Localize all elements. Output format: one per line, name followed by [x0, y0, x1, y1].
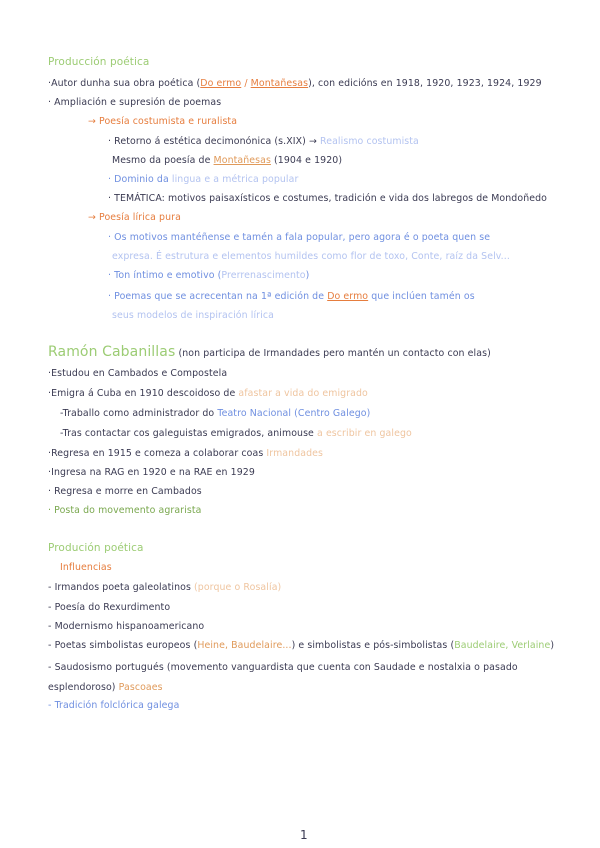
text-fragment: afastar a vida do emigrado [238, 388, 368, 399]
bio-line [48, 388, 368, 400]
text-fragment: Teatro Nacional (Centro Galego) [217, 408, 371, 419]
section-title-poetic-production-2: Produción poética [48, 542, 144, 554]
text-fragment: motivos paisaxísticos e costumes, tradición e vida dos labregos de Mondoñedo [168, 193, 547, 204]
bullet-line-continued: seus modelos de inspiración lírica [112, 310, 274, 321]
text-fragment: Pascoaes [118, 682, 163, 693]
text-fragment: -Traballo como administrador do [60, 408, 218, 419]
text-fragment: -Tras contactar cos galeguistas emigrados, animouse [60, 428, 318, 439]
text-fragment: / [241, 78, 251, 89]
text-fragment: ), con edicións en 1918, 1920, 1923, 1924, 1929 [308, 78, 542, 89]
subheading-influences: Influencias [60, 562, 112, 573]
influence-item-continued [48, 682, 163, 694]
text-fragment: ) [550, 640, 555, 651]
author-name: Ramón Cabanillas [48, 344, 176, 360]
text-fragment: ·Emigra á [48, 388, 97, 399]
bio-line [60, 408, 370, 420]
text-fragment: (porque o Rosalía) [194, 582, 282, 593]
text-fragment: descoidoso de [163, 388, 239, 399]
text-fragment: Irmandades [266, 448, 323, 459]
text-fragment: - Irmandos poeta galeolatinos [48, 582, 195, 593]
page-number: 1 [300, 828, 308, 842]
book-title-do-ermo: Do ermo [200, 78, 242, 89]
text-fragment: esplendoroso) [48, 682, 119, 693]
section-title-poetic-production: Producción poética [48, 56, 150, 68]
text-fragment: ·Regresa en 1915 e comeza a colaborar coas [48, 448, 267, 459]
text-fragment: · Ton íntimo e emotivo ( [108, 270, 222, 281]
text-fragment: lingua e a métrica popular [171, 174, 299, 185]
bullet-line [108, 270, 309, 282]
paragraph-line [48, 78, 542, 90]
bullet-line [108, 193, 547, 205]
text-fragment: Heine, Baudelaire... [197, 640, 292, 651]
text-fragment: ) e simbolistas e pós-simbolistas ( [291, 640, 455, 651]
text-fragment: · Retorno á estética decimonónica (s.XIX) → [108, 136, 321, 147]
text-fragment: (1904 e 1920) [270, 155, 343, 166]
bullet-line [112, 155, 342, 167]
influence-item: - Saudosismo portugués (movemento vanguardista que cuenta con Saudade e nostalxia o pasado [48, 662, 518, 673]
influence-item: - Poesía do Rexurdimento [48, 602, 171, 613]
text-fragment: a escribir en galego [317, 428, 412, 439]
text-fragment: Cuba en 1910 [96, 388, 164, 399]
bullet-line-continued: expresa. É estrutura e elementos humildes como flor de toxo, Conte, raíz da Selv... [112, 251, 510, 262]
text-fragment: · TEMÁTICA: [108, 193, 169, 204]
text-fragment: Baudelaire, Verlaine [454, 640, 551, 651]
text-fragment: · Dominio da [108, 174, 172, 185]
subheading-lirica-pura: → Poesía lírica pura [88, 212, 181, 223]
bio-line [48, 448, 323, 460]
bio-line: ·Ingresa na RAG en 1920 e na RAE en 1929 [48, 467, 255, 478]
influence-item: - Tradición folclórica galega [48, 700, 180, 711]
bullet-line: · Os motivos mantéñense e tamén a fala popular, pero agora é o poeta quen se [108, 232, 491, 243]
bullet-line [108, 291, 475, 303]
author-heading-line [48, 344, 491, 360]
text-fragment: que inclúen tamén os [368, 291, 475, 302]
bullet-line [108, 174, 298, 186]
text-fragment: Mesmo da poesía de [112, 155, 214, 166]
influence-item: - Modernismo hispanoamericano [48, 621, 205, 632]
subheading-costumista: → Poesía costumista e ruralista [88, 116, 238, 127]
text-fragment: - Poetas simbolistas europeos ( [48, 640, 198, 651]
author-note: (non participa de Irmandades pero mantén un contacto con elas) [175, 348, 491, 359]
text-fragment: · Poemas que se acrecentan na 1ª edición de [108, 291, 328, 302]
bullet-line [108, 136, 419, 148]
book-title-montanesas: Montañesas [213, 155, 271, 166]
bio-line [60, 428, 412, 440]
influence-item [48, 640, 554, 652]
influence-item [48, 582, 281, 594]
text-fragment: Prerrenascimento [221, 270, 306, 281]
text-fragment: ) [305, 270, 310, 281]
book-title-montanesas: Montañesas [250, 78, 309, 89]
book-title-do-ermo: Do ermo [327, 291, 369, 302]
bio-line: ·Estudou en Cambados e Compostela [48, 368, 228, 379]
paragraph-line: · Ampliación e supresión de poemas [48, 97, 222, 108]
text-fragment: ·Autor dunha sua obra poética ( [48, 78, 201, 89]
text-fragment: Realismo costumista [320, 136, 419, 147]
bio-line: · Regresa e morre en Cambados [48, 486, 202, 497]
bio-line: · Posta do movemento agrarista [48, 505, 202, 516]
